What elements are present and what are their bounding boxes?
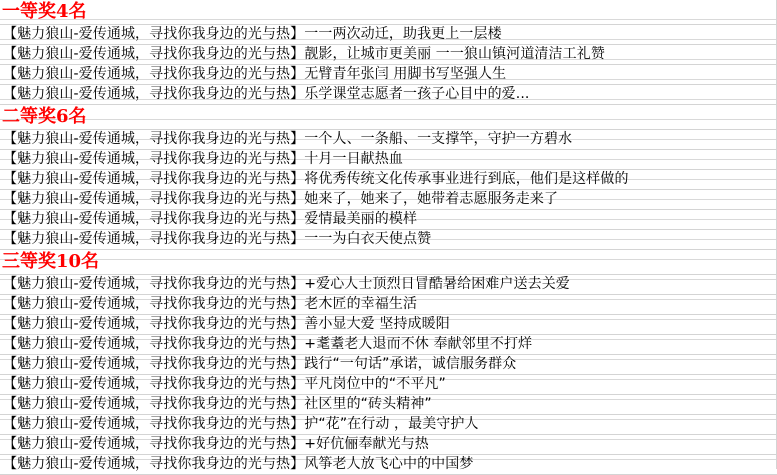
list-item[interactable] <box>0 455 777 475</box>
entry-prefix: 【魅力狼山-爱传通城，寻找你我身边的光与热】 <box>3 66 305 82</box>
entry-title: 一个人、一条船、一支撑竿，守护一方碧水 <box>304 131 573 147</box>
list-item[interactable] <box>0 45 777 65</box>
list-item[interactable] <box>0 85 777 105</box>
list-item[interactable] <box>0 130 777 150</box>
entry-prefix: 【魅力狼山-爱传通城，寻找你我身边的光与热】 <box>3 316 305 332</box>
entry-prefix: 【魅力狼山-爱传通城，寻找你我身边的光与热】 <box>3 356 305 372</box>
list-item[interactable] <box>0 150 777 170</box>
entry-title: 无臂青年张闫 用脚书写坚强人生 <box>304 66 507 82</box>
list-item[interactable] <box>0 210 777 230</box>
list-item[interactable] <box>0 190 777 210</box>
section-heading-third-prize[interactable]: 三等奖10名 <box>0 250 777 275</box>
entry-title: +好伉俪奉献光与热 <box>304 436 429 452</box>
entry-title: 一一两次动迁，助我更上一层楼 <box>304 26 502 42</box>
entry-title: 靓影，让城市更美丽 一一狼山镇河道清洁工礼赞 <box>304 46 605 62</box>
section-heading-second-prize[interactable]: 二等奖6名 <box>0 105 777 130</box>
list-item[interactable] <box>0 435 777 455</box>
entry-title: 社区里的“砖头精神” <box>304 396 432 412</box>
list-item[interactable] <box>0 415 777 435</box>
section-heading-first-prize[interactable]: 一等奖4名 <box>0 0 777 25</box>
entry-title: 她来了，她来了，她带着志愿服务走来了 <box>304 191 559 207</box>
entry-title: 一一为白衣天使点赞 <box>304 231 432 247</box>
entry-title: +爱心人士顶烈日冒酷暑给困难户送去关爱 <box>304 276 570 292</box>
entry-prefix: 【魅力狼山-爱传通城，寻找你我身边的光与热】 <box>3 436 305 452</box>
list-item[interactable] <box>0 65 777 85</box>
entry-prefix: 【魅力狼山-爱传通城，寻找你我身边的光与热】 <box>3 416 305 432</box>
entry-prefix: 【魅力狼山-爱传通城，寻找你我身边的光与热】 <box>3 376 305 392</box>
entry-title: +耄耋老人退而不休 奉献邻里不打烊 <box>304 336 533 352</box>
list-item[interactable] <box>0 25 777 45</box>
entry-title: 爱情最美丽的模样 <box>304 211 418 227</box>
entry-title: 践行“一句话”承诺，诚信服务群众 <box>304 356 517 372</box>
entry-title: 乐学课堂志愿者一孩子心目中的爱... <box>304 86 530 102</box>
list-item[interactable] <box>0 275 777 295</box>
entry-prefix: 【魅力狼山-爱传通城，寻找你我身边的光与热】 <box>3 231 305 247</box>
entry-title: 护“花”在行动 ，最美守护人 <box>304 416 479 432</box>
entry-title: 将优秀传统文化传承事业进行到底，他们是这样做的 <box>304 171 629 187</box>
entry-prefix: 【魅力狼山-爱传通城，寻找你我身边的光与热】 <box>3 131 305 147</box>
list-item[interactable] <box>0 170 777 190</box>
list-item[interactable] <box>0 335 777 355</box>
list-item[interactable] <box>0 395 777 415</box>
entry-prefix: 【魅力狼山-爱传通城，寻找你我身边的光与热】 <box>3 191 305 207</box>
entry-prefix: 【魅力狼山-爱传通城，寻找你我身边的光与热】 <box>3 296 305 312</box>
list-item[interactable] <box>0 315 777 335</box>
entry-prefix: 【魅力狼山-爱传通城，寻找你我身边的光与热】 <box>3 211 305 227</box>
entry-prefix: 【魅力狼山-爱传通城，寻找你我身边的光与热】 <box>3 336 305 352</box>
list-item[interactable] <box>0 355 777 375</box>
entry-prefix: 【魅力狼山-爱传通城，寻找你我身边的光与热】 <box>3 26 305 42</box>
list-item[interactable] <box>0 230 777 250</box>
entry-title: 老木匠的幸福生活 <box>304 296 418 312</box>
list-item[interactable] <box>0 375 777 395</box>
entry-title: 十月一日献热血 <box>304 151 403 167</box>
entry-prefix: 【魅力狼山-爱传通城，寻找你我身边的光与热】 <box>3 86 305 102</box>
entry-prefix: 【魅力狼山-爱传通城，寻找你我身边的光与热】 <box>3 46 305 62</box>
list-item[interactable] <box>0 295 777 315</box>
entry-prefix: 【魅力狼山-爱传通城，寻找你我身边的光与热】 <box>3 171 305 187</box>
entry-prefix: 【魅力狼山-爱传通城，寻找你我身边的光与热】 <box>3 396 305 412</box>
entry-title: 善小显大爱 坚持成暖阳 <box>304 316 450 332</box>
entry-title: 平凡岗位中的“不平凡” <box>304 376 446 392</box>
entry-prefix: 【魅力狼山-爱传通城，寻找你我身边的光与热】 <box>3 276 305 292</box>
entry-prefix: 【魅力狼山-爱传通城，寻找你我身边的光与热】 <box>3 456 305 472</box>
entry-title: 风筝老人放飞心中的中国梦 <box>304 456 474 472</box>
entry-prefix: 【魅力狼山-爱传通城，寻找你我身边的光与热】 <box>3 151 305 167</box>
